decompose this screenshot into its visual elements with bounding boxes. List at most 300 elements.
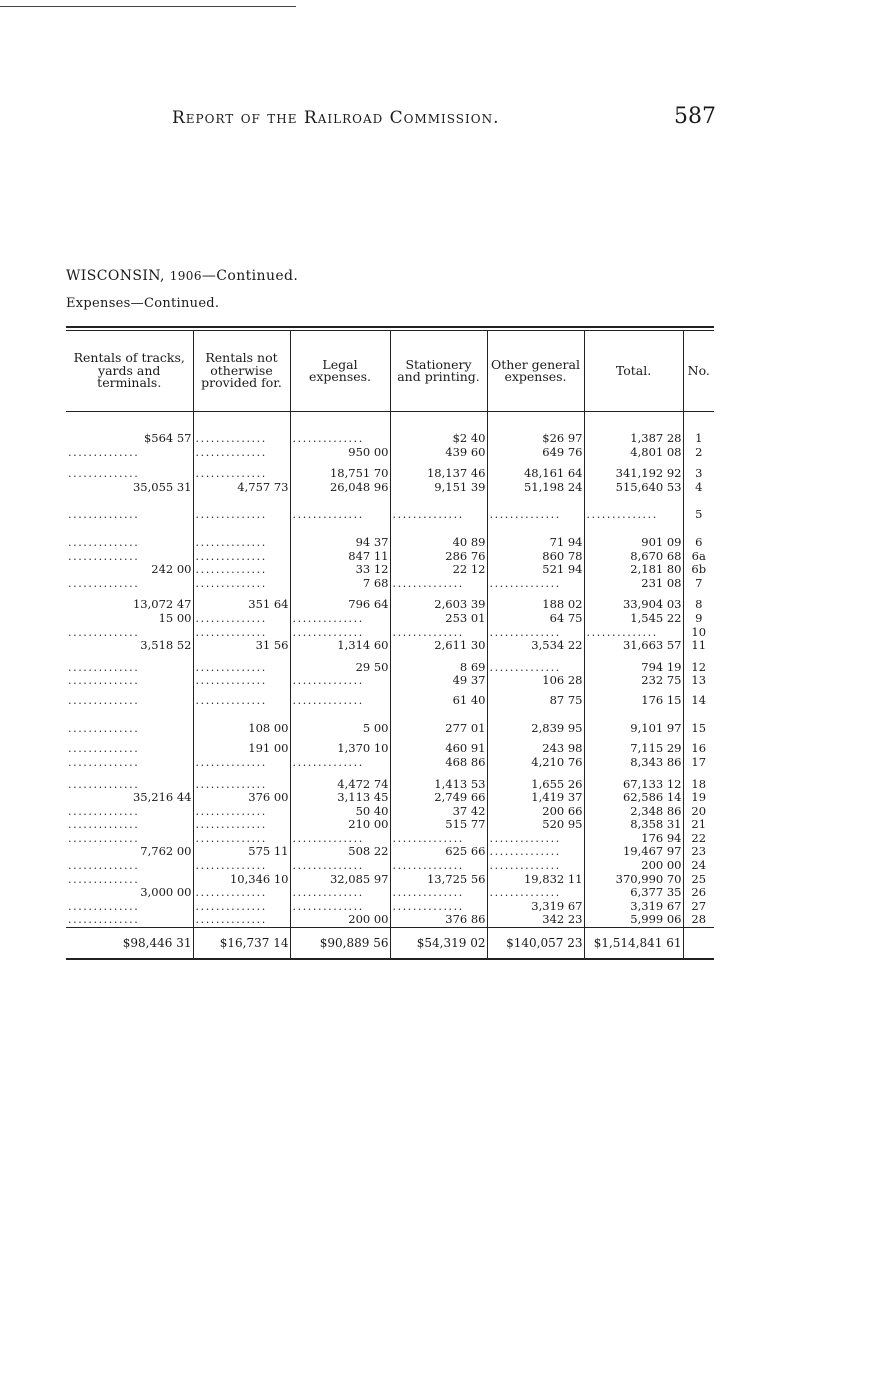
leader-dots-cell: .............. <box>66 550 193 564</box>
spacer-cell <box>66 494 193 508</box>
spacer-row <box>66 770 714 778</box>
amount-cell: 351 64 <box>193 598 290 612</box>
leader-dots-cell: .............. <box>487 845 584 859</box>
table-row <box>66 536 714 550</box>
leader-dots-cell: .............. <box>66 873 193 887</box>
leader-dots-cell: .............. <box>193 805 290 819</box>
amount-cell: 7,762 00 <box>66 845 193 859</box>
amount-cell: 3,518 52 <box>66 639 193 653</box>
leader-dots-cell: .............. <box>487 577 584 591</box>
table-row <box>66 832 714 846</box>
spacer-cell <box>193 412 290 433</box>
spacer-cell <box>193 653 290 661</box>
amount-cell: 342 23 <box>487 913 584 927</box>
line-number-cell: 27 <box>691 899 707 913</box>
table-row <box>66 845 714 859</box>
amount-cell: 242 00 <box>66 563 193 577</box>
table-row <box>66 432 714 446</box>
leader-dots-cell: .............. <box>487 859 584 873</box>
amount-cell: 6,377 35 <box>584 886 683 900</box>
spacer-cell <box>193 522 290 536</box>
amount-cell: 35,055 31 <box>66 481 193 495</box>
amount-cell: 901 09 <box>584 536 683 550</box>
leader-dots-cell: .............. <box>290 859 390 873</box>
table-row <box>66 688 714 708</box>
spacer-cell <box>290 770 390 778</box>
spacer-cell <box>290 522 390 536</box>
amount-cell: 515 77 <box>390 818 487 832</box>
line-number-cell: 18 <box>691 777 707 791</box>
leader-dots-cell: .............. <box>66 818 193 832</box>
leader-dots-cell: .............. <box>193 818 290 832</box>
amount-cell: 1,419 37 <box>487 791 584 805</box>
totals-empty-cell <box>683 928 714 959</box>
amount-cell: 4,757 73 <box>193 481 290 495</box>
spacer-cell <box>193 770 290 778</box>
spacer-cell <box>390 653 487 661</box>
leader-dots-cell: .............. <box>66 805 193 819</box>
spacer-cell <box>584 522 683 536</box>
leader-dots-cell: .............. <box>290 832 390 846</box>
line-number-cell: 5 <box>695 508 703 522</box>
section-title <box>66 268 298 284</box>
amount-cell: 1,655 26 <box>487 778 584 792</box>
amount-cell: 106 28 <box>487 674 584 688</box>
table-row <box>66 716 714 736</box>
total-cell: $16,737 14 <box>193 928 290 959</box>
amount-cell: 40 89 <box>390 536 487 550</box>
leader-dots-cell: .............. <box>193 832 290 846</box>
table-row <box>66 577 714 591</box>
amount-cell: 2,611 30 <box>390 639 487 653</box>
table-row <box>66 550 714 564</box>
amount-cell: 796 64 <box>290 598 390 612</box>
spacer-cell <box>683 494 714 508</box>
amount-cell: 277 01 <box>390 716 487 736</box>
line-number-cell: 24 <box>691 859 707 873</box>
table-row <box>66 481 714 495</box>
amount-cell: $26 97 <box>487 432 584 446</box>
amount-cell: 9,151 39 <box>390 481 487 495</box>
amount-cell: 625 66 <box>390 845 487 859</box>
amount-cell: 8,343 86 <box>584 756 683 770</box>
spacer-cell <box>683 522 714 536</box>
table-row <box>66 756 714 770</box>
table-top-rule <box>66 326 714 328</box>
total-cell: $54,319 02 <box>390 928 487 959</box>
table-row <box>66 598 714 612</box>
amount-cell: 4,801 08 <box>584 446 683 460</box>
amount-cell: 8 69 <box>390 661 487 675</box>
amount-cell: 15 00 <box>66 612 193 626</box>
spacer-cell <box>683 653 714 661</box>
leader-dots-cell: .............. <box>193 550 290 564</box>
column-header: Rentals not otherwise provided for. <box>193 331 290 412</box>
line-number-cell: 26 <box>691 886 707 900</box>
spacer-cell <box>290 708 390 716</box>
spacer-row <box>66 653 714 661</box>
spacer-cell <box>390 770 487 778</box>
spacer-cell <box>584 653 683 661</box>
leader-dots-cell: .............. <box>290 508 390 522</box>
line-number-cell: 14 <box>691 693 707 708</box>
amount-cell: 18,137 46 <box>390 467 487 481</box>
amount-cell: 508 22 <box>290 845 390 859</box>
amount-cell: 1,413 53 <box>390 778 487 792</box>
amount-cell: 35,216 44 <box>66 791 193 805</box>
table-row <box>66 791 714 805</box>
amount-cell: 7 68 <box>290 577 390 591</box>
amount-cell: 376 86 <box>390 913 487 927</box>
spacer-cell <box>66 590 193 598</box>
spacer-cell <box>683 459 714 467</box>
amount-cell: 3,319 67 <box>487 900 584 914</box>
table-row <box>66 446 714 460</box>
amount-cell: 2,181 80 <box>584 563 683 577</box>
amount-cell: 794 19 <box>584 661 683 675</box>
line-number-cell: 10 <box>691 625 707 639</box>
line-number-cell: 9 <box>695 611 703 625</box>
column-header: Rentals of tracks, yards and terminals. <box>66 331 193 412</box>
spacer-cell <box>584 708 683 716</box>
amount-cell: 370,990 70 <box>584 873 683 887</box>
spacer-cell <box>487 770 584 778</box>
table-row <box>66 873 714 887</box>
amount-cell: 29 50 <box>290 661 390 675</box>
amount-cell: 460 91 <box>390 736 487 756</box>
table-row <box>66 639 714 653</box>
line-number-cell: 19 <box>691 791 707 805</box>
amount-cell: 200 00 <box>290 913 390 927</box>
spacer-cell <box>487 494 584 508</box>
leader-dots-cell: .............. <box>290 674 390 688</box>
amount-cell: 2,749 66 <box>390 791 487 805</box>
table-row <box>66 612 714 626</box>
leader-dots-cell: .............. <box>66 756 193 770</box>
spacer-cell <box>290 459 390 467</box>
spacer-cell <box>487 412 584 433</box>
amount-cell: 8,670 68 <box>584 550 683 564</box>
line-number-cell: 2 <box>695 445 703 459</box>
spacer-cell <box>683 708 714 716</box>
column-header: Stationery and printing. <box>390 331 487 412</box>
leader-dots-cell: .............. <box>390 832 487 846</box>
amount-cell: 243 98 <box>487 736 584 756</box>
line-number-cell: 7 <box>695 576 703 590</box>
line-number-cell: 13 <box>691 674 707 688</box>
amount-cell: 341,192 92 <box>584 467 683 481</box>
line-number-cell: 15 <box>691 721 707 736</box>
column-header: Other general expenses. <box>487 331 584 412</box>
totals-row <box>66 928 714 959</box>
leader-dots-cell: .............. <box>193 432 290 446</box>
spacer-row <box>66 412 714 433</box>
amount-cell: 4,210 76 <box>487 756 584 770</box>
spacer-cell <box>584 770 683 778</box>
report-year: 1906 <box>169 269 202 283</box>
leader-dots-cell: .............. <box>193 913 290 927</box>
amount-cell: 18,751 70 <box>290 467 390 481</box>
leader-dots-cell: .............. <box>487 886 584 900</box>
spacer-cell <box>390 708 487 716</box>
spacer-cell <box>193 590 290 598</box>
amount-cell: 19,832 11 <box>487 873 584 887</box>
spacer-cell <box>290 494 390 508</box>
table-row <box>66 508 714 522</box>
spacer-cell <box>487 522 584 536</box>
line-number-cell: 6a <box>691 549 706 563</box>
spacer-cell <box>487 590 584 598</box>
spacer-cell <box>683 770 714 778</box>
amount-cell: 253 01 <box>390 612 487 626</box>
spacer-cell <box>66 770 193 778</box>
header-row <box>66 331 714 412</box>
leader-dots-cell: .............. <box>193 536 290 550</box>
leader-dots-cell: .............. <box>66 626 193 640</box>
leader-dots-cell: .............. <box>584 508 683 522</box>
line-number-cell: 16 <box>691 741 707 756</box>
leader-dots-cell: .............. <box>66 536 193 550</box>
table-row <box>66 886 714 900</box>
spacer-cell <box>66 653 193 661</box>
spacer-cell <box>193 708 290 716</box>
spacer-cell <box>290 653 390 661</box>
line-number-cell: 17 <box>691 755 707 769</box>
amount-cell: 847 11 <box>290 550 390 564</box>
spacer-cell <box>193 494 290 508</box>
leader-dots-cell: .............. <box>193 756 290 770</box>
column-header: Legal expenses. <box>290 331 390 412</box>
amount-cell: 176 94 <box>584 832 683 846</box>
line-number-cell: 3 <box>695 467 703 481</box>
spacer-row <box>66 459 714 467</box>
leader-dots-cell: .............. <box>193 563 290 577</box>
amount-cell: 7,115 29 <box>584 736 683 756</box>
spacer-row <box>66 522 714 536</box>
leader-dots-cell: .............. <box>193 674 290 688</box>
amount-cell: 231 08 <box>584 577 683 591</box>
leader-dots-cell: .............. <box>390 626 487 640</box>
expenses-table-wrap <box>66 326 714 960</box>
line-number-cell: 6b <box>691 563 707 577</box>
amount-cell: 108 00 <box>193 716 290 736</box>
amount-cell: 3,319 67 <box>584 900 683 914</box>
amount-cell: 33,904 03 <box>584 598 683 612</box>
table-row <box>66 626 714 640</box>
leader-dots-cell: .............. <box>193 626 290 640</box>
line-number-cell: 23 <box>691 845 707 859</box>
amount-cell: 439 60 <box>390 446 487 460</box>
top-rule <box>0 6 296 7</box>
amount-cell: 19,467 97 <box>584 845 683 859</box>
spacer-cell <box>584 590 683 598</box>
leader-dots-cell: .............. <box>66 467 193 481</box>
table-row <box>66 674 714 688</box>
amount-cell: 520 95 <box>487 818 584 832</box>
amount-cell: 515,640 53 <box>584 481 683 495</box>
spacer-cell <box>390 590 487 598</box>
spacer-cell <box>584 494 683 508</box>
leader-dots-cell: .............. <box>193 778 290 792</box>
spacer-cell <box>390 412 487 433</box>
amount-cell: 2,348 86 <box>584 805 683 819</box>
leader-dots-cell: .............. <box>66 778 193 792</box>
leader-dots-cell: .............. <box>66 661 193 675</box>
running-head: Report of the Railroad Commission. <box>172 108 500 128</box>
line-number-cell: 21 <box>691 818 707 832</box>
spacer-cell <box>66 412 193 433</box>
leader-dots-cell: .............. <box>66 716 193 736</box>
leader-dots-cell: .............. <box>193 859 290 873</box>
amount-cell: 37 42 <box>390 805 487 819</box>
line-number-cell: 8 <box>695 598 703 612</box>
amount-cell: 575 11 <box>193 845 290 859</box>
table-row <box>66 467 714 481</box>
amount-cell: 200 66 <box>487 805 584 819</box>
leader-dots-cell: .............. <box>66 508 193 522</box>
amount-cell: 950 00 <box>290 446 390 460</box>
table-row <box>66 736 714 756</box>
column-header: No. <box>683 331 714 412</box>
amount-cell: 9,101 97 <box>584 716 683 736</box>
table-row <box>66 900 714 914</box>
amount-cell: 87 75 <box>487 688 584 708</box>
amount-cell: $564 57 <box>66 432 193 446</box>
amount-cell: 50 40 <box>290 805 390 819</box>
amount-cell: 2,603 39 <box>390 598 487 612</box>
total-cell: $90,889 56 <box>290 928 390 959</box>
spacer-cell <box>66 522 193 536</box>
table-row <box>66 859 714 873</box>
line-number-cell: 12 <box>691 660 707 674</box>
total-cell: $98,446 31 <box>66 928 193 959</box>
amount-cell: 188 02 <box>487 598 584 612</box>
leader-dots-cell: .............. <box>193 577 290 591</box>
amount-cell: 48,161 64 <box>487 467 584 481</box>
amount-cell: 13,725 56 <box>390 873 487 887</box>
leader-dots-cell: .............. <box>290 612 390 626</box>
amount-cell: 5 00 <box>290 716 390 736</box>
amount-cell: 232 75 <box>584 674 683 688</box>
leader-dots-cell: .............. <box>390 886 487 900</box>
amount-cell: 1,314 60 <box>290 639 390 653</box>
line-number-cell: 25 <box>691 872 707 886</box>
amount-cell: 210 00 <box>290 818 390 832</box>
amount-cell: $2 40 <box>390 432 487 446</box>
leader-dots-cell: .............. <box>66 736 193 756</box>
amount-cell: 51,198 24 <box>487 481 584 495</box>
spacer-cell <box>683 412 714 433</box>
leader-dots-cell: .............. <box>487 661 584 675</box>
leader-dots-cell: .............. <box>290 432 390 446</box>
amount-cell: 286 76 <box>390 550 487 564</box>
leader-dots-cell: .............. <box>290 756 390 770</box>
spacer-cell <box>66 708 193 716</box>
total-cell: $1,514,841 61 <box>584 928 683 959</box>
leader-dots-cell: .............. <box>487 832 584 846</box>
leader-dots-cell: .............. <box>66 859 193 873</box>
amount-cell: 649 76 <box>487 446 584 460</box>
amount-cell: 191 00 <box>193 736 290 756</box>
table-row <box>66 661 714 675</box>
spacer-row <box>66 494 714 508</box>
leader-dots-cell: .............. <box>66 832 193 846</box>
state-suffix: —Continued. <box>201 268 299 284</box>
spacer-cell <box>584 459 683 467</box>
table-row <box>66 818 714 832</box>
leader-dots-cell: .............. <box>584 626 683 640</box>
amount-cell: 3,534 22 <box>487 639 584 653</box>
spacer-cell <box>683 590 714 598</box>
amount-cell: 94 37 <box>290 536 390 550</box>
leader-dots-cell: .............. <box>390 859 487 873</box>
spacer-cell <box>193 459 290 467</box>
column-header: Total. <box>584 331 683 412</box>
amount-cell: 200 00 <box>584 859 683 873</box>
leader-dots-cell: .............. <box>290 626 390 640</box>
amount-cell: 62,586 14 <box>584 791 683 805</box>
line-number-cell: 20 <box>691 804 707 818</box>
state-prefix: WISCONSIN, <box>66 268 170 284</box>
page-number: 587 <box>674 104 716 129</box>
amount-cell: 860 78 <box>487 550 584 564</box>
leader-dots-cell: .............. <box>290 886 390 900</box>
expenses-table <box>66 331 714 958</box>
spacer-cell <box>390 494 487 508</box>
leader-dots-cell: .............. <box>290 900 390 914</box>
line-number-cell: 11 <box>691 639 707 653</box>
line-number-cell: 4 <box>695 480 703 494</box>
leader-dots-cell: .............. <box>390 508 487 522</box>
table-bottom-rule <box>66 958 714 960</box>
spacer-cell <box>390 459 487 467</box>
amount-cell: 1,387 28 <box>584 432 683 446</box>
amount-cell: 22 12 <box>390 563 487 577</box>
table-row <box>66 563 714 577</box>
table-row <box>66 778 714 792</box>
amount-cell: 176 15 <box>584 688 683 708</box>
leader-dots-cell: .............. <box>290 688 390 708</box>
amount-cell: 31,663 57 <box>584 639 683 653</box>
amount-cell: 3,113 45 <box>290 791 390 805</box>
spacer-row <box>66 590 714 598</box>
amount-cell: 1,545 22 <box>584 612 683 626</box>
leader-dots-cell: .............. <box>193 446 290 460</box>
leader-dots-cell: .............. <box>66 674 193 688</box>
amount-cell: 5,999 06 <box>584 913 683 927</box>
amount-cell: 521 94 <box>487 563 584 577</box>
amount-cell: 2,839 95 <box>487 716 584 736</box>
leader-dots-cell: .............. <box>193 900 290 914</box>
amount-cell: 61 40 <box>390 688 487 708</box>
leader-dots-cell: .............. <box>193 688 290 708</box>
amount-cell: 64 75 <box>487 612 584 626</box>
amount-cell: 1,370 10 <box>290 736 390 756</box>
amount-cell: 67,133 12 <box>584 778 683 792</box>
leader-dots-cell: .............. <box>193 886 290 900</box>
line-number-cell: 28 <box>691 913 707 927</box>
total-cell: $140,057 23 <box>487 928 584 959</box>
amount-cell: 8,358 31 <box>584 818 683 832</box>
leader-dots-cell: .............. <box>390 577 487 591</box>
spacer-cell <box>487 459 584 467</box>
spacer-cell <box>487 708 584 716</box>
spacer-cell <box>487 653 584 661</box>
table-body <box>66 412 714 959</box>
amount-cell: 376 00 <box>193 791 290 805</box>
line-number-cell: 1 <box>695 432 703 445</box>
leader-dots-cell: .............. <box>66 688 193 708</box>
